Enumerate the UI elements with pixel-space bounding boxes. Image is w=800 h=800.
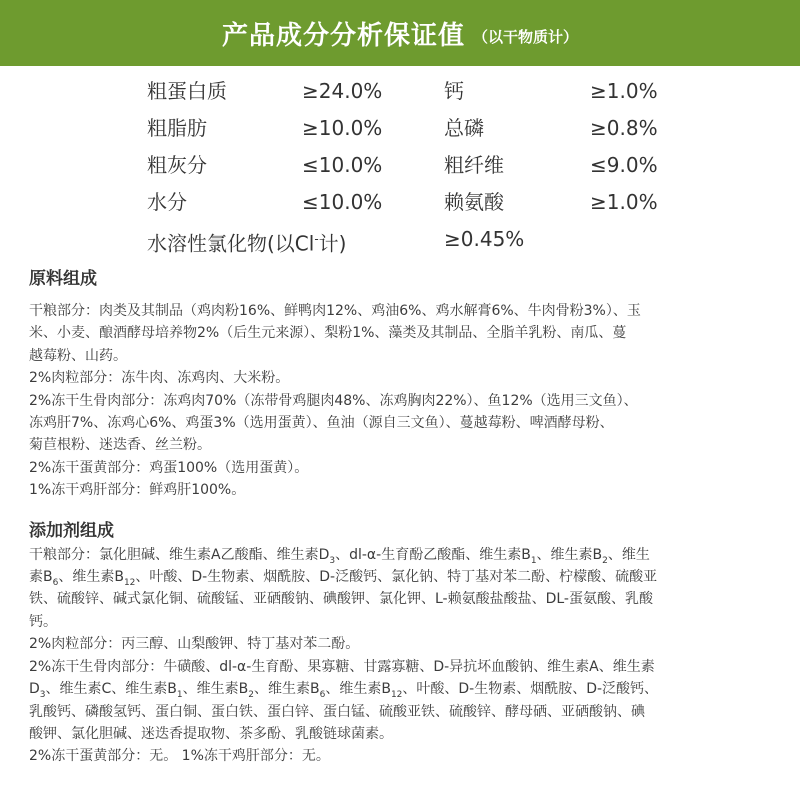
ingredient-line: 1%冻干鸡肝部分：鲜鸡肝100%。 — [29, 482, 246, 499]
nutrient-value: ≤10.0% — [302, 190, 383, 214]
text-segment: 、dl-α-生育酚乙酸酯、维生素B — [335, 546, 531, 563]
guarantee-row — [0, 221, 800, 257]
nutrient-value: ≤9.0% — [590, 153, 658, 177]
nutrient-value: ≥10.0% — [302, 116, 383, 140]
nutrient-name: 粗纤维 — [444, 153, 504, 177]
additive-line — [29, 633, 771, 655]
ingredients-list — [29, 300, 771, 502]
text-segment: 、维生素B — [182, 681, 249, 698]
page-subtitle: （以干物质计） — [473, 27, 579, 46]
text-segment: 钙。 — [29, 613, 57, 630]
nutrient-name: 水溶性氯化物(以Cl-计) — [147, 231, 347, 256]
subscript: 2 — [248, 689, 254, 700]
nutrient-value: ≤10.0% — [302, 153, 383, 177]
ingredient-line: 2%冻干蛋黄部分：鸡蛋100%（选用蛋黄）。 — [29, 459, 309, 476]
nutrient-value: ≥1.0% — [590, 190, 658, 214]
additive-line — [29, 701, 771, 723]
additive-line — [29, 544, 771, 566]
ingredient-line: 菊苣根粉、迷迭香、丝兰粉。 — [29, 437, 211, 454]
ingredient-line: 2%肉粒部分：冻牛肉、冻鸡肉、大米粉。 — [29, 370, 290, 387]
subscript: 1 — [530, 555, 537, 566]
ingredients-section — [0, 266, 800, 502]
nutrient-name: 赖氨酸 — [444, 190, 504, 214]
text-segment: 、叶酸、D-生物素、烟酰胺、D-泛酸钙、氯化钠、特丁基对苯二酚、柠檬酸、硫酸亚 — [135, 569, 658, 586]
page-title: 产品成分分析保证值 — [221, 20, 465, 51]
guarantee-row — [0, 184, 800, 220]
subscript: 3 — [329, 555, 336, 566]
additive-line — [29, 588, 771, 610]
subscript: 6 — [319, 689, 326, 700]
nutrient-value: ≥24.0% — [302, 79, 383, 103]
text-segment: 2%肉粒部分：丙三醇、山梨酸钾、特丁基对苯二酚。 — [29, 636, 360, 653]
text-segment: 2%冻干蛋黄部分：无。 1%冻干鸡肝部分：无。 — [29, 748, 330, 765]
text-segment: 2%冻干生骨肉部分：牛磺酸、dl-α-生育酚、果寡糖、甘露寡糖、D-异抗坏血酸钠、维生素A、维生素 — [29, 658, 655, 675]
nutrient-name: 总磷 — [444, 116, 484, 140]
additives-section — [0, 518, 800, 768]
subscript: 12 — [390, 689, 403, 700]
ingredient-line: 越莓粉、山药。 — [29, 347, 127, 364]
nutrient-name: 粗脂肪 — [147, 116, 207, 140]
text-segment: 乳酸钙、磷酸氢钙、蛋白铜、蛋白铁、蛋白锌、蛋白锰、硫酸亚铁、硫酸锌、酵母硒、亚硒酸钠、碘 — [29, 703, 645, 720]
additive-line — [29, 678, 771, 700]
header-banner — [0, 0, 800, 66]
ingredient-line: 米、小麦、酿酒酵母培养物2%（后生元来源）、梨粉1%、藻类及其制品、全脂羊乳粉、南瓜、蔓 — [29, 325, 627, 342]
nutrient-name: 粗灰分 — [147, 153, 207, 177]
nutrient-value: ≥0.8% — [590, 116, 658, 140]
additive-line — [29, 745, 771, 767]
nutrient-name: 钙 — [444, 79, 464, 103]
ingredient-line: 2%冻干生骨肉部分：冻鸡肉70%（冻带骨鸡腿肉48%、冻鸡胸肉22%）、鱼12%（选用三文鱼）、 — [29, 392, 638, 409]
additive-line — [29, 656, 771, 678]
text-segment: 素B — [29, 569, 53, 586]
subscript: 1 — [176, 689, 183, 700]
text-segment: 、维生素B — [536, 546, 603, 563]
text-segment: 、维生素B — [325, 681, 391, 698]
text-segment: 、维生素B — [58, 569, 124, 586]
additive-line — [29, 566, 771, 588]
nutrient-name: 粗蛋白质 — [147, 79, 227, 103]
ingredients-heading: 原料组成 — [29, 269, 97, 289]
additive-line — [29, 611, 771, 633]
text-segment: 干粮部分：氯化胆碱、维生素A乙酸酯、维生素D — [29, 546, 330, 563]
ingredient-line: 冻鸡肝7%、冻鸡心6%、鸡蛋3%（选用蛋黄）、鱼油（源自三文鱼）、蔓越莓粉、啤酒酵母粉、 — [29, 415, 614, 432]
additives-heading: 添加剂组成 — [29, 520, 114, 541]
additives-list — [29, 544, 771, 768]
guarantee-row — [0, 110, 800, 146]
text-segment: 、维生素B — [253, 681, 320, 698]
text-segment: 、维生素C、维生素B — [45, 681, 177, 698]
nutrient-name: 水分 — [147, 190, 187, 214]
subscript: 3 — [39, 689, 46, 700]
additive-line — [29, 723, 771, 745]
text-segment: 酸钾、氯化胆碱、迷迭香提取物、茶多酚、乳酸链球菌素。 — [29, 725, 393, 742]
ingredient-line: 干粮部分：肉类及其制品（鸡肉粉16%、鲜鸭肉12%、鸡油6%、鸡水解膏6%、牛肉骨粉3%）、玉 — [29, 303, 641, 319]
nutrient-value: ≥0.45% — [444, 227, 525, 251]
text-segment: D — [29, 681, 40, 698]
nutrient-value: ≥1.0% — [590, 79, 658, 103]
text-segment: 、叶酸、D-生物素、烟酰胺、D-泛酸钙、 — [402, 681, 659, 698]
subscript: 12 — [123, 577, 136, 588]
text-segment: 铁、硫酸锌、碱式氯化铜、硫酸锰、亚硒酸钠、碘酸钾、氯化钾、L-赖氨酸盐酸盐、DL-蛋氨酸、乳酸 — [29, 591, 653, 608]
subscript: 6 — [52, 577, 59, 588]
guarantee-table — [0, 66, 800, 258]
text-segment: 、维生 — [607, 546, 650, 563]
subscript: 2 — [602, 555, 608, 566]
guarantee-row — [0, 147, 800, 183]
guarantee-row — [0, 73, 800, 109]
